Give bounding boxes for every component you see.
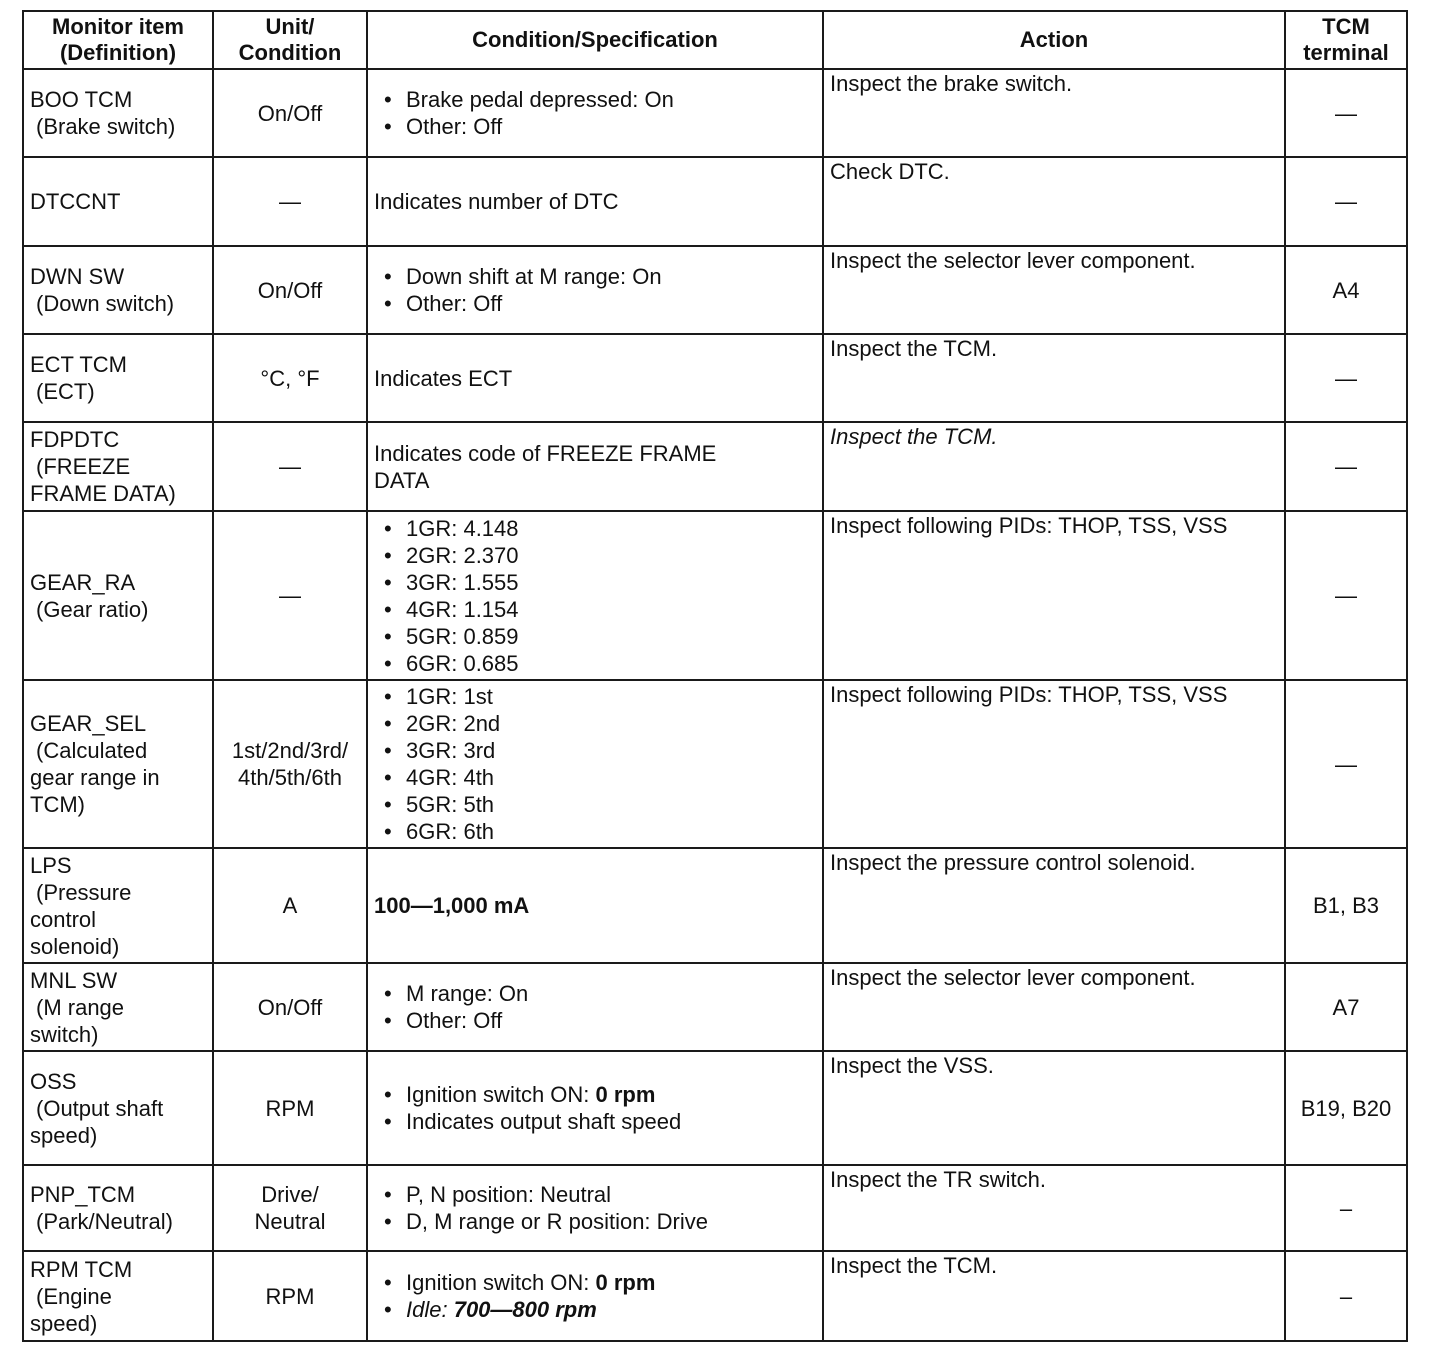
list-item: • 3GR: 1.555: [374, 569, 816, 596]
action-cell: Inspect the selector lever component.: [823, 963, 1285, 1051]
action-cell: Inspect the TCM.: [823, 334, 1285, 422]
table-row: [23, 511, 1407, 680]
list-item: • 6GR: 0.685: [374, 650, 816, 677]
monitor-item-cell: BOO TCM (Brake switch): [23, 69, 213, 157]
action-cell: Inspect the pressure control solenoid.: [823, 848, 1285, 963]
condition-cell: [367, 1165, 823, 1251]
list-item: • Brake pedal depressed: On: [374, 86, 816, 113]
list-item: • Ignition switch ON: 0 rpm: [374, 1081, 816, 1108]
list-item: • Other: Off: [374, 290, 816, 317]
monitor-item-cell: OSS (Output shaft speed): [23, 1051, 213, 1165]
condition-cell: [367, 246, 823, 334]
tcm-terminal-cell: —: [1285, 680, 1407, 848]
table-row: [23, 963, 1407, 1051]
monitor-spec-table: [22, 10, 1408, 1342]
unit-cell: A: [213, 848, 367, 963]
monitor-item-cell: LPS (Pressure control solenoid): [23, 848, 213, 963]
unit-cell: Drive/ Neutral: [213, 1165, 367, 1251]
action-cell: Inspect the TCM.: [823, 422, 1285, 511]
unit-cell: On/Off: [213, 963, 367, 1051]
action-cell: Inspect the TR switch.: [823, 1165, 1285, 1251]
action-cell: Inspect following PIDs: THOP, TSS, VSS: [823, 680, 1285, 848]
unit-cell: RPM: [213, 1051, 367, 1165]
action-cell: Inspect the TCM.: [823, 1251, 1285, 1341]
unit-cell: —: [213, 511, 367, 680]
table-row: [23, 157, 1407, 246]
list-item: • M range: On: [374, 980, 816, 1007]
table-row: [23, 680, 1407, 848]
table-row: [23, 246, 1407, 334]
table-row: [23, 848, 1407, 963]
list-item: • 4GR: 1.154: [374, 596, 816, 623]
tcm-terminal-cell: B19, B20: [1285, 1051, 1407, 1165]
monitor-item-cell: GEAR_SEL (Calculated gear range in TCM): [23, 680, 213, 848]
action-cell: Check DTC.: [823, 157, 1285, 246]
list-item: • 4GR: 4th: [374, 764, 816, 791]
unit-cell: 1st/2nd/3rd/ 4th/5th/6th: [213, 680, 367, 848]
list-item: • 2GR: 2.370: [374, 542, 816, 569]
condition-cell: Indicates ECT: [367, 334, 823, 422]
unit-cell: —: [213, 157, 367, 246]
table-row: [23, 1251, 1407, 1341]
monitor-item-cell: RPM TCM (Engine speed): [23, 1251, 213, 1341]
monitor-item-cell: MNL SW (M range switch): [23, 963, 213, 1051]
tcm-terminal-cell: A4: [1285, 246, 1407, 334]
header-action: Action: [823, 11, 1285, 69]
action-cell: Inspect the brake switch.: [823, 69, 1285, 157]
table-row: [23, 422, 1407, 511]
unit-cell: °C, °F: [213, 334, 367, 422]
table-row: [23, 69, 1407, 157]
condition-cell: [367, 69, 823, 157]
list-item: • 5GR: 0.859: [374, 623, 816, 650]
header-monitor-item: Monitor item (Definition): [23, 11, 213, 69]
condition-cell: [367, 963, 823, 1051]
tcm-terminal-cell: —: [1285, 157, 1407, 246]
list-item: • Other: Off: [374, 113, 816, 140]
condition-cell: [367, 680, 823, 848]
list-item: • Ignition switch ON: 0 rpm: [374, 1269, 816, 1296]
monitor-item-cell: ECT TCM (ECT): [23, 334, 213, 422]
tcm-terminal-cell: —: [1285, 334, 1407, 422]
list-item: • 5GR: 5th: [374, 791, 816, 818]
tcm-terminal-cell: –: [1285, 1251, 1407, 1341]
table-row: [23, 1051, 1407, 1165]
tcm-terminal-cell: B1, B3: [1285, 848, 1407, 963]
list-item: • Indicates output shaft speed: [374, 1108, 816, 1135]
condition-cell: Indicates number of DTC: [367, 157, 823, 246]
monitor-item-cell: PNP_TCM (Park/Neutral): [23, 1165, 213, 1251]
table-header-row: [23, 11, 1407, 69]
list-item: • Idle: 700—800 rpm: [374, 1296, 816, 1323]
action-cell: Inspect following PIDs: THOP, TSS, VSS: [823, 511, 1285, 680]
unit-cell: On/Off: [213, 246, 367, 334]
header-tcm-terminal: TCM terminal: [1285, 11, 1407, 69]
list-item: • 3GR: 3rd: [374, 737, 816, 764]
condition-cell: [367, 511, 823, 680]
condition-cell: Indicates code of FREEZE FRAME DATA: [367, 422, 823, 511]
header-unit-condition: Unit/ Condition: [213, 11, 367, 69]
monitor-item-cell: DTCCNT: [23, 157, 213, 246]
tcm-terminal-cell: —: [1285, 69, 1407, 157]
condition-cell: 100—1,000 mA: [367, 848, 823, 963]
monitor-item-cell: GEAR_RA (Gear ratio): [23, 511, 213, 680]
unit-cell: RPM: [213, 1251, 367, 1341]
tcm-terminal-cell: —: [1285, 511, 1407, 680]
list-item: • 1GR: 4.148: [374, 515, 816, 542]
header-condition-specification: Condition/Specification: [367, 11, 823, 69]
action-cell: Inspect the VSS.: [823, 1051, 1285, 1165]
tcm-terminal-cell: A7: [1285, 963, 1407, 1051]
monitor-item-cell: DWN SW (Down switch): [23, 246, 213, 334]
list-item: • Down shift at M range: On: [374, 263, 816, 290]
condition-cell: [367, 1051, 823, 1165]
unit-cell: On/Off: [213, 69, 367, 157]
unit-cell: —: [213, 422, 367, 511]
list-item: • 6GR: 6th: [374, 818, 816, 845]
table-row: [23, 334, 1407, 422]
action-cell: Inspect the selector lever component.: [823, 246, 1285, 334]
list-item: • Other: Off: [374, 1007, 816, 1034]
monitor-item-cell: FDPDTC (FREEZE FRAME DATA): [23, 422, 213, 511]
table-row: [23, 1165, 1407, 1251]
tcm-terminal-cell: —: [1285, 422, 1407, 511]
list-item: • D, M range or R position: Drive: [374, 1208, 816, 1235]
tcm-terminal-cell: –: [1285, 1165, 1407, 1251]
list-item: • P, N position: Neutral: [374, 1181, 816, 1208]
condition-cell: [367, 1251, 823, 1341]
list-item: • 2GR: 2nd: [374, 710, 816, 737]
list-item: • 1GR: 1st: [374, 683, 816, 710]
